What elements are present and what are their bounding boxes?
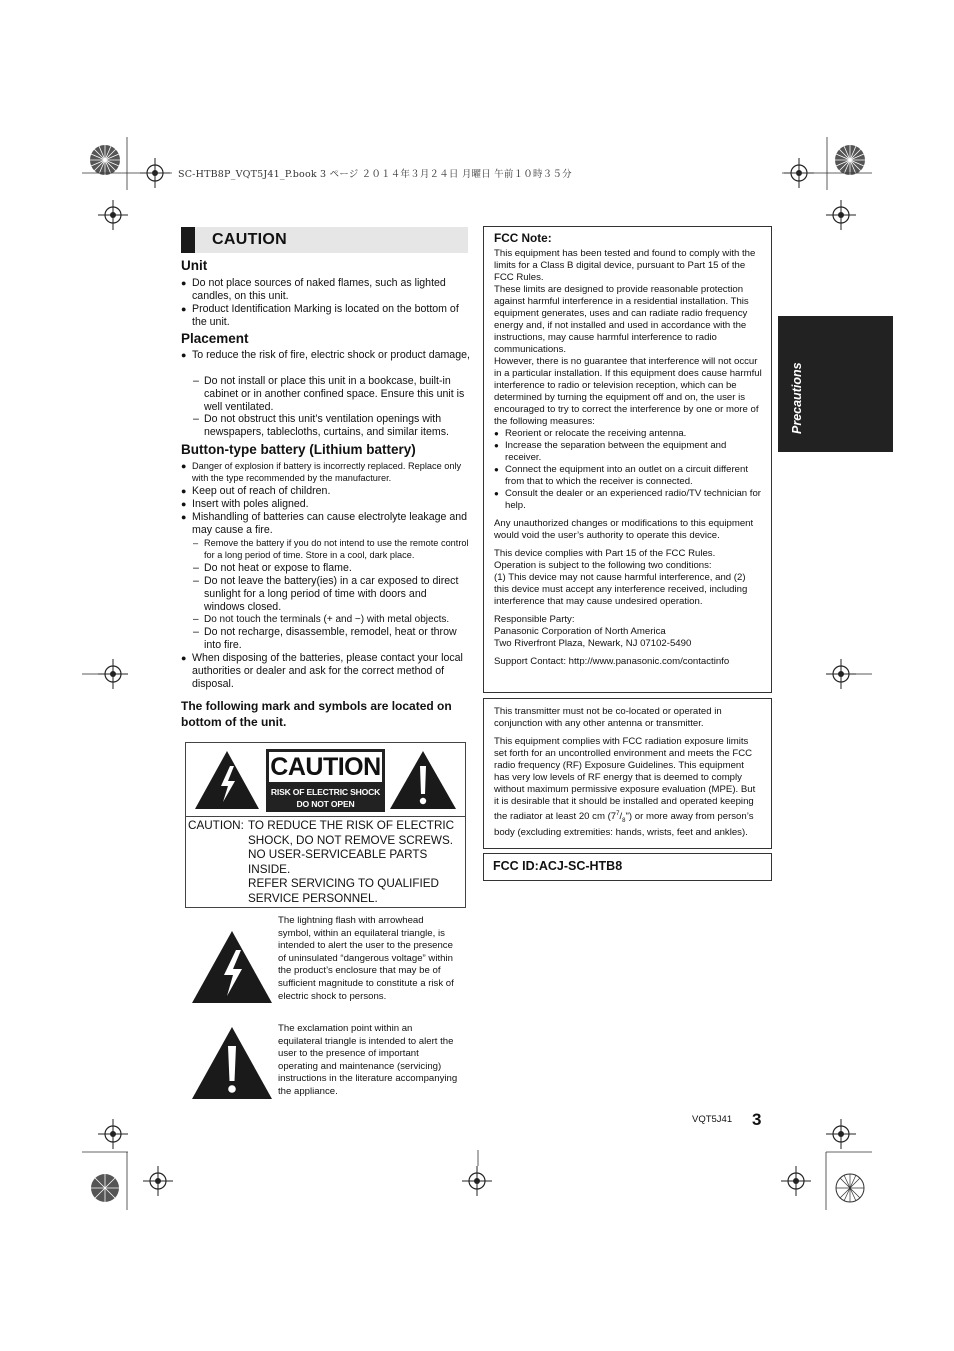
sub-list-item: – Do not heat or expose to flame. [193, 562, 352, 574]
exclamation-warning-icon [191, 1026, 273, 1105]
list-item: ● Increase the separation between the equipment and receiver. [494, 440, 727, 463]
print-header: SC-HTB8P_VQT5J41_P.book 3 ページ ２０１４年３月２４日 月曜日 午前１０時３５分 [178, 169, 572, 180]
fcc-id: FCC ID:ACJ-SC-HTB8 [493, 859, 623, 873]
transmitter-paragraph: This equipment complies with FCC radiation exposure limits set forth for an uncontrolled environment and meets the FCC radio frequency (RF) Exposure Guidelines. This equipment has very low levels of RF energy that is deemed to comply without maximum permissive exposure evaluation (MPE). But it is desirable that it should be installed and operated keeping the radiator at least 20 cm $(7^7/_8")$ or more away from person’s body (excluding extremities: hands, wrists, feet and ankles). [494, 736, 756, 839]
caution-text: CAUTION: TO REDUCE THE RISK OF ELECTRIC SHOCK, DO NOT REMOVE SCREWS. NO USER-SERVICEABLE PARTS INSIDE. REFER SERVICING TO QUALIFIED SERVICE PERSONNEL. [188, 819, 455, 905]
unit-heading: Unit [181, 258, 208, 273]
fcc-paragraph: (1) This device may not cause harmful interference, and (2) this device must accept any interference received, including interference that may cause undesired operation. [494, 572, 748, 607]
placement-heading: Placement [181, 331, 249, 346]
doc-code: VQT5J41 [692, 1114, 733, 1125]
risk-text: RISK OF ELECTRIC SHOCK DO NOT OPEN [270, 787, 381, 809]
responsible-party-name: Panasonic Corporation of North America [494, 626, 666, 637]
responsible-party-label: Responsible Party: [494, 614, 575, 625]
lightning-explanation: The lightning flash with arrowhead symbol, within an equilateral triangle, is intended to alert the user to the presence of uninsulated “dangerous voltage” within the product’s enclosure that may be of sufficient magnitude to constitute a risk of electric shock to persons. [278, 915, 454, 1002]
support-contact: Support Contact: http://www.panasonic.com/contactinfo [494, 656, 730, 667]
list-item: ● Reorient or relocate the receiving antenna. [494, 428, 687, 439]
sub-list-item: – Remove the battery if you do not intend to use the remote control for a long period of time. Store in a cool, dark place. [193, 538, 469, 560]
caution-word: CAUTION [270, 753, 381, 781]
section-title: CAUTION [212, 231, 287, 248]
caution-plate [266, 749, 385, 812]
fcc-paragraph: Operation is subject to the following two conditions: [494, 560, 712, 571]
list-item: ● Insert with poles aligned. [181, 498, 309, 510]
lightning-warning-icon [191, 930, 273, 1009]
side-tab-label: Precautions [790, 362, 804, 434]
transmitter-paragraph: This transmitter must not be co-located or operated in conjunction with any other antenna or transmitter. [494, 706, 722, 729]
fcc-note-box [483, 226, 772, 693]
fcc-paragraph: These limits are designed to provide reasonable protection against harmful interference in a residential installation. This equipment generates, uses and can radiate radio frequency energy and, if not installed and used in accordance with the instructions, may cause harmful interference to radio communications. [494, 284, 749, 355]
fcc-paragraph: Any unauthorized changes or modifications to this equipment would void the user’s authority to operate this device. [494, 518, 754, 541]
sub-list-item: – Do not obstruct this unit’s ventilation openings with newspapers, tablecloths, curtains, and similar items. [193, 413, 449, 438]
responsible-party-address: Two Riverfront Plaza, Newark, NJ 07102-5490 [494, 638, 692, 649]
transmitter-box [483, 698, 772, 849]
battery-heading: Button-type battery (Lithium battery) [181, 442, 416, 457]
list-item: ● Consult the dealer or an experienced radio/TV technician for help. [494, 488, 761, 511]
fcc-paragraph: This device complies with Part 15 of the FCC Rules. [494, 548, 716, 559]
list-item: ● To reduce the risk of fire, electric shock or product damage, [181, 349, 470, 361]
page-number: 3 [752, 1110, 762, 1129]
list-item: ● Keep out of reach of children. [181, 485, 331, 497]
title-marker [181, 227, 195, 253]
fcc-paragraph: However, there is no guarantee that interference will not occur in a particular installation. If this equipment does cause harmful interference to radio or television reception, which can be determined by turning the equipment off and on, the user is encouraged to try to correct the interference by one or more of the following measures: [494, 356, 762, 427]
sub-list-item: – Do not touch the terminals (+ and −) with metal objects. [193, 614, 450, 625]
list-item: ● Product Identification Marking is located on the bottom of the unit. [181, 303, 459, 328]
fcc-title: FCC Note: [494, 231, 552, 245]
caution-label [185, 742, 466, 908]
mark-note: The following mark and symbols are located on bottom of the unit. [181, 699, 452, 729]
sub-list-item: – Do not install or place this unit in a bookcase, built-in cabinet or in another confined space. Ensure this unit is well ventilated. [193, 375, 465, 413]
exclamation-warning-icon [389, 750, 457, 815]
list-item: ● When disposing of the batteries, please contact your local authorities or dealer and ask for the correct method of disposal. [181, 652, 463, 690]
list-item: ● Connect the equipment into an outlet on a circuit different from that to which the receiver is connected. [494, 464, 749, 487]
list-item: ● Mishandling of batteries can cause electrolyte leakage and may cause a fire. [181, 511, 468, 536]
sub-list-item: – Do not leave the battery(ies) in a car exposed to direct sunlight for a long period of time with doors and windows closed. [193, 575, 459, 613]
section-title-bar [181, 227, 468, 253]
sub-list-item: – Do not recharge, disassemble, remodel, heat or throw into fire. [193, 626, 457, 651]
side-tab [778, 316, 893, 452]
fcc-id-box [483, 853, 772, 881]
list-item: ● Danger of explosion if battery is incorrectly replaced. Replace only with the type recommended by the manufacturer. [181, 461, 462, 483]
divider [186, 816, 465, 817]
fcc-paragraph: This equipment has been tested and found to comply with the limits for a Class B digital device, pursuant to Part 15 of the FCC Rules. [494, 248, 756, 283]
exclamation-explanation: The exclamation point within an equilateral triangle is intended to alert the user to the presence of important operating and maintenance (servicing) instructions in the literature accompanying the appliance. [278, 1023, 458, 1097]
list-item: ● Do not place sources of naked flames, such as lighted candles, on this unit. [181, 277, 446, 302]
lightning-warning-icon [194, 750, 260, 815]
